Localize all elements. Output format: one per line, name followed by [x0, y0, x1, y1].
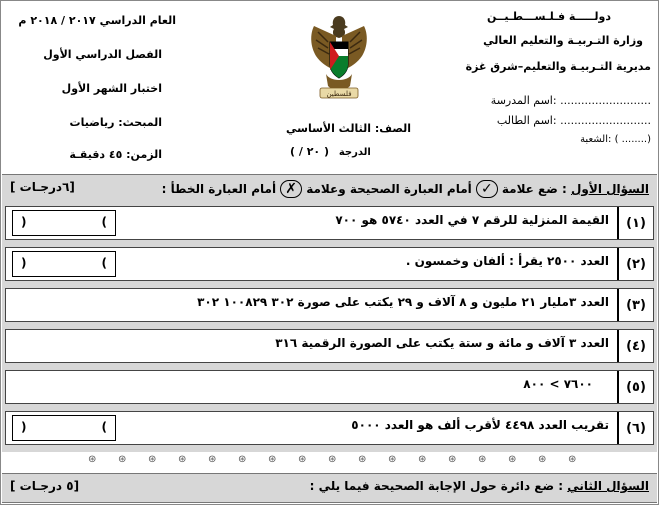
list-item	[5, 247, 654, 281]
question2-text: : ضع دائرة حول الإجابة الصحيحة فيما يلي :	[309, 479, 564, 493]
ornament-divider	[0, 454, 659, 468]
ornament-icon: ⊛	[178, 454, 187, 465]
score-value: ( / ٢٠ )	[290, 145, 330, 158]
header-left	[6, 6, 176, 161]
subject: المبحث: رياضيات	[69, 116, 162, 129]
instruction-part-b: أمام العبارة الصحيحة وعلامة	[306, 182, 472, 196]
item-number: (٥)	[617, 371, 653, 403]
question2-header	[2, 473, 657, 503]
ministry-name: وزارة التـربيـة والتعليم العالي	[483, 34, 643, 47]
question1-title: السؤال الأول	[571, 182, 649, 196]
directorate-name: مديرية التـربيـة والتعليم–شرق غزة	[465, 60, 651, 73]
question1-marks: [ ٦درجـات]	[10, 180, 75, 194]
score-label: الدرجة	[338, 147, 371, 158]
paren-close: )	[21, 256, 27, 270]
ornament-icon: ⊛	[568, 454, 577, 465]
ornament-icon: ⊛	[118, 454, 127, 465]
paren-close: )	[21, 420, 27, 434]
item-number: (٦)	[617, 412, 653, 444]
question1-header	[2, 174, 657, 204]
ornament-icon: ⊛	[508, 454, 517, 465]
ornament-icon: ⊛	[238, 454, 247, 465]
emblem-text: فلسطين	[326, 90, 352, 98]
ornament-icon: ⊛	[88, 454, 97, 465]
item-number: (٤)	[617, 330, 653, 362]
paren-open: (	[101, 256, 107, 270]
semester: الفصل الدراسي الأول	[43, 48, 162, 61]
question1-items	[2, 202, 657, 452]
item-statement: تقريب العدد ٤٤٩٨ لأقرب ألف هو العدد ٥٠٠٠	[351, 418, 609, 432]
list-item	[5, 329, 654, 363]
student-label: اسم الطالب:	[496, 114, 557, 127]
item-number: (٣)	[617, 289, 653, 321]
ornament-icon: ⊛	[358, 454, 367, 465]
ornament-icon: ⊛	[298, 454, 307, 465]
ornament-icon: ⊛	[478, 454, 487, 465]
ornament-icon: ⊛	[448, 454, 457, 465]
ornament-icon: ⊛	[148, 454, 157, 465]
grade-label: الصف:	[374, 122, 412, 135]
grade-value: الثالث الأساسي	[286, 122, 371, 135]
school-dots: ..........................	[560, 94, 651, 107]
item-statement: القيمة المنزلية للرقم ٧ في العدد ٥٧٤٠ هو ٧٠٠	[335, 213, 609, 227]
school-field[interactable]	[491, 94, 651, 107]
question1-instruction	[162, 180, 649, 198]
country-name: دولـــــة فـلـســـطـيــن	[487, 10, 611, 23]
section-field[interactable]	[580, 134, 651, 145]
palestine-eagle-emblem	[306, 12, 372, 104]
ornament-icon: ⊛	[208, 454, 217, 465]
score-line	[290, 145, 371, 158]
answer-box[interactable]	[12, 210, 116, 236]
ornament-icon: ⊛	[388, 454, 397, 465]
student-dots: ..........................	[560, 114, 651, 127]
item-statement: ٧٦٠٠ > ٨٠٠	[523, 377, 593, 391]
list-item	[5, 411, 654, 445]
time-allowed: الزمن: ٤٥ دقيقـة	[69, 148, 162, 161]
paren-close: )	[21, 215, 27, 229]
item-statement: العدد ٣مليار ٢١ مليون و ٨ آلاف و ٢٩ يكتب على صورة ٣٠٢ ١٠٠٨٢٩ ٣٠٢	[197, 295, 609, 309]
academic-year: العام الدراسي ٢٠١٧ / ٢٠١٨ م	[18, 14, 176, 27]
school-label: اسم المدرسة:	[490, 94, 557, 107]
paren-open: (	[101, 215, 107, 229]
question2-instruction	[310, 479, 649, 493]
ornament-icon: ⊛	[328, 454, 337, 465]
grade-line	[286, 122, 411, 135]
ornament-icon: ⊛	[538, 454, 547, 465]
instruction-part-c: أمام العبارة الخطأ :	[161, 182, 277, 196]
answer-box[interactable]	[12, 415, 116, 441]
section-label: الشعبة:	[580, 134, 612, 145]
list-item	[5, 288, 654, 322]
item-statement: العدد ٣ آلاف و مائة و ستة يكتب على الصورة الرقمية ٣١٦	[275, 336, 609, 350]
cross-mark-icon: ✗	[280, 180, 302, 198]
header-right	[461, 4, 651, 144]
list-item	[5, 206, 654, 240]
question2-marks: [ ٥ درجـات]	[10, 479, 80, 493]
item-number: (٢)	[617, 248, 653, 280]
list-item	[5, 370, 654, 404]
ornament-icon: ⊛	[418, 454, 427, 465]
item-statement: العدد ٢٥٠٠ يقرأ : ألفان وخمسون .	[405, 254, 609, 268]
exam-name: اختبار الشهر الأول	[61, 82, 162, 95]
check-mark-icon: ✓	[476, 180, 498, 198]
ornament-icon: ⊛	[268, 454, 277, 465]
answer-box[interactable]	[12, 251, 116, 277]
item-number: (١)	[617, 207, 653, 239]
instruction-part-a: : ضع علامة	[501, 182, 567, 196]
question2-title: السؤال الثاني	[567, 479, 649, 493]
paren-open: (	[101, 420, 107, 434]
section-value: ( ........)	[614, 134, 651, 145]
student-field[interactable]	[497, 114, 651, 127]
